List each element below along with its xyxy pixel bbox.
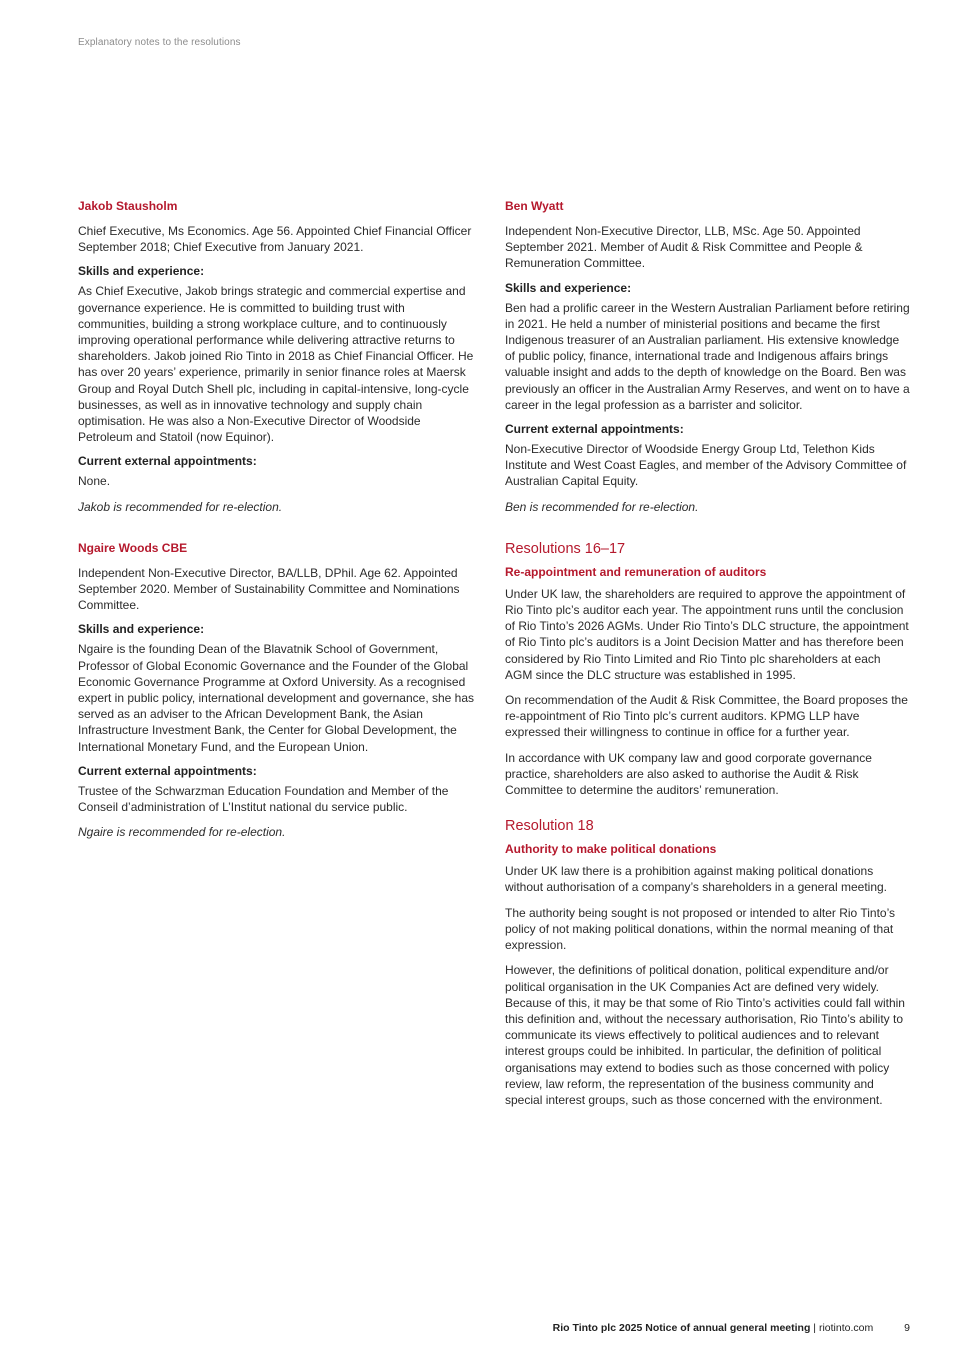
resolution-subtitle: Re-appointment and remuneration of auditors (505, 564, 767, 579)
skills-text: Ben had a prolific career in the Western Australian Parliament before retiring in 2021. He held a number of ministerial positions and became the first Indigenous treasurer of an Australian parliament. His extensive knowledge of public policy, finance, international trade and Indigenous affairs brings valuable insight and adds to the depth of knowledge on the Board. Ben was previously an officer in the Australian Army Reserves, and went on to have a career in the legal profession as a barrister and solicitor. (505, 300, 910, 412)
skills-text: Ngaire is the founding Dean of the Blavatnik School of Government, Professor of Global Economic Governance and the Founder of the Global Economic Governance Programme at Oxford University. As a recognised expert in public policy, international development and governance, she has served as an adviser to the African Development Bank, the Asian Infrastructure Investment Bank, the Center for Global Development, the International Monetary Fund, and the European Union. (78, 642, 475, 754)
recommendation-text: Ngaire is recommended for re-election. (78, 825, 286, 840)
left-column (78, 199, 478, 866)
director-profile-ben (505, 199, 910, 515)
footer-site-link[interactable]: riotinto.com (818, 1322, 874, 1334)
resolution-18 (505, 818, 910, 1108)
skills-heading: Skills and experience: (78, 622, 205, 637)
resolution-title: Resolutions 16–17 (505, 540, 626, 557)
recommendation-text: Ben is recommended for re-election. (505, 499, 699, 514)
right-column (505, 199, 910, 1134)
resolution-paragraph: In accordance with UK company law and good corporate governance practice, shareholders are also asked to authorise the Audit & Risk Committee to determine the auditors’ remuneration. (505, 750, 872, 798)
skills-heading: Skills and experience: (78, 264, 205, 279)
footer-separator: | (813, 1322, 817, 1334)
page-footer (553, 1322, 910, 1334)
footer-publication: Rio Tinto plc 2025 Notice of annual general meeting (552, 1322, 811, 1334)
appointments-text: None. (78, 474, 111, 489)
director-intro: Independent Non-Executive Director, BA/LLB, DPhil. Age 62. Appointed September 2020. Member of Sustainability Committee and Nominations Committee. (78, 565, 460, 613)
director-name: Ngaire Woods CBE (78, 540, 188, 555)
page-number: 9 (904, 1322, 910, 1334)
director-profile-jakob (78, 199, 478, 515)
appointments-heading: Current external appointments: (78, 454, 257, 469)
resolution-paragraph: The authority being sought is not proposed or intended to alter Rio Tinto’s policy of not making political donations, within the normal meaning of that expression. (505, 905, 896, 953)
resolution-title: Resolution 18 (505, 818, 594, 835)
director-name: Ben Wyatt (505, 199, 564, 213)
skills-text: As Chief Executive, Jakob brings strategic and commercial expertise and governance experience. He is committed to building trust with communities, building a strong workplace culture, and to continuously improving operational performance while delivering attractive returns to shareholders. Jakob joined Rio Tinto in 2018 as Chief Financial Officer. He has over 20 years’ experience, primarily in senior finance roles at Maersk Group and Royal Dutch Shell plc, including in capital-intensive, long-cycle businesses, as well as in innovative technology and supply chain optimisation. He was also a Non-Executive Director of Woodside Petroleum and Statoil (now Equinor). (78, 284, 474, 445)
resolution-paragraph: Under UK law there is a prohibition against making political donations without authorisation of a company’s shareholders in a general meeting. (505, 864, 888, 895)
skills-heading: Skills and experience: (505, 280, 632, 295)
resolution-paragraph: However, the definitions of political donation, political expenditure and/or political organisation in the UK Companies Act are defined very widely. Because of this, it may be that some of Rio Tinto’s activities could fall within this definition and, without the necessary authorisation, Rio Tinto’s ability to communicate its views effectively to political audiences and to relevant interest groups could be inhibited. In particular, the definition of political organisations may extend to bodies such as those concerned with policy review, law reform, the representation of the business community and special interest groups, such as those concerned with the environment. (505, 963, 905, 1107)
director-intro: Chief Executive, Ms Economics. Age 56. Appointed Chief Financial Officer September 2018; Chief Executive from January 2021. (78, 224, 472, 255)
director-profile-ngaire (78, 541, 478, 841)
director-intro: Independent Non-Executive Director, LLB, MSc. Age 50. Appointed September 2021. Member of Audit & Risk Committee and People & Remuneration Committee. (505, 224, 863, 271)
resolution-subtitle: Authority to make political donations (505, 842, 717, 857)
appointments-text: Non-Executive Director of Woodside Energy Group Ltd, Telethon Kids Institute and West Coast Eagles, and member of the Advisory Committee of Australian Capital Equity. (505, 442, 907, 489)
running-header: Explanatory notes to the resolutions (78, 37, 241, 48)
appointments-heading: Current external appointments: (78, 763, 257, 778)
appointments-heading: Current external appointments: (505, 422, 684, 437)
director-name: Jakob Stausholm (78, 199, 178, 213)
recommendation-text: Jakob is recommended for re-election. (78, 499, 283, 514)
resolution-paragraph: Under UK law, the shareholders are required to approve the appointment of Rio Tinto plc’s auditor each year. The appointment runs until the conclusion of Rio Tinto’s 2026 AGMs. Under Rio Tinto’s DLC structure, the appointment of Rio Tinto plc’s auditors is a Joint Decision Matter and has therefore been considered by Rio Tinto Limited and Rio Tinto plc shareholders at each AGM since the DLC structure was established in 1995. (505, 586, 909, 682)
resolution-paragraph: On recommendation of the Audit & Risk Committee, the Board proposes the re-appointment of Rio Tinto plc’s current auditors. KPMG LLP have expressed their willingness to continue in office for a further year. (505, 693, 908, 740)
appointments-text: Trustee of the Schwarzman Education Foundation and Member of the Conseil d’administration of L’Institut national du service public. (78, 783, 449, 815)
resolutions-16-17 (505, 541, 910, 798)
